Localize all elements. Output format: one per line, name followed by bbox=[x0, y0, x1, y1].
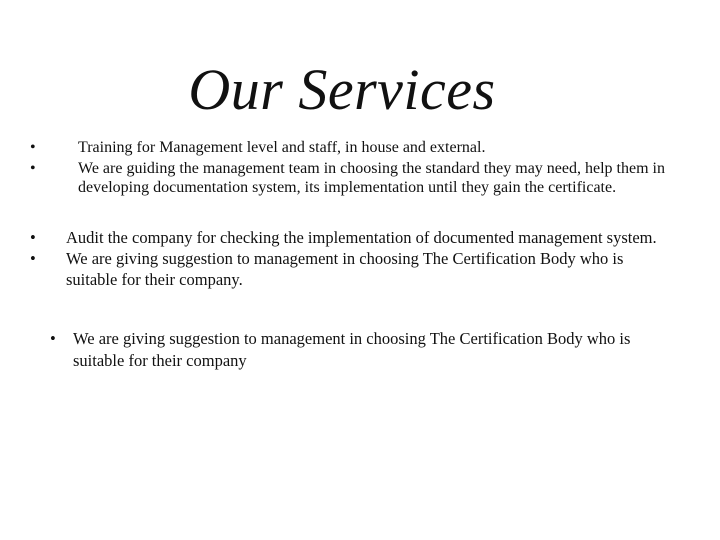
bullet-text: We are guiding the management team in choosing the standard they may need, help them in developing documentation system, its implementation until they gain the certificate. bbox=[78, 160, 665, 196]
bullet-dot-icon: • bbox=[30, 228, 36, 247]
bullet-dot-icon: • bbox=[30, 249, 36, 268]
bullet-text: Training for Management level and staff, in house and external. bbox=[78, 139, 486, 156]
bullet-dot-icon: • bbox=[30, 160, 36, 177]
bullet-list-training bbox=[30, 138, 670, 199]
bullet-item bbox=[30, 227, 670, 248]
bullet-text: Audit the company for checking the implementation of documented management system. bbox=[66, 228, 657, 247]
bullet-item bbox=[30, 159, 670, 197]
bullet-list-certification bbox=[50, 328, 640, 372]
bullet-text: We are giving suggestion to management in choosing The Certification Body who is suitable for their company. bbox=[66, 249, 624, 289]
bullet-dot-icon: • bbox=[30, 139, 36, 156]
slide-title: Our Services bbox=[188, 57, 496, 122]
bullet-dot-icon: • bbox=[50, 329, 56, 348]
bullet-item bbox=[50, 328, 640, 372]
bullet-item bbox=[30, 138, 670, 157]
bullet-text: We are giving suggestion to management in choosing The Certification Body who is suitable for their company bbox=[73, 329, 631, 370]
bullet-item bbox=[30, 248, 670, 290]
bullet-list-audit bbox=[30, 227, 670, 290]
